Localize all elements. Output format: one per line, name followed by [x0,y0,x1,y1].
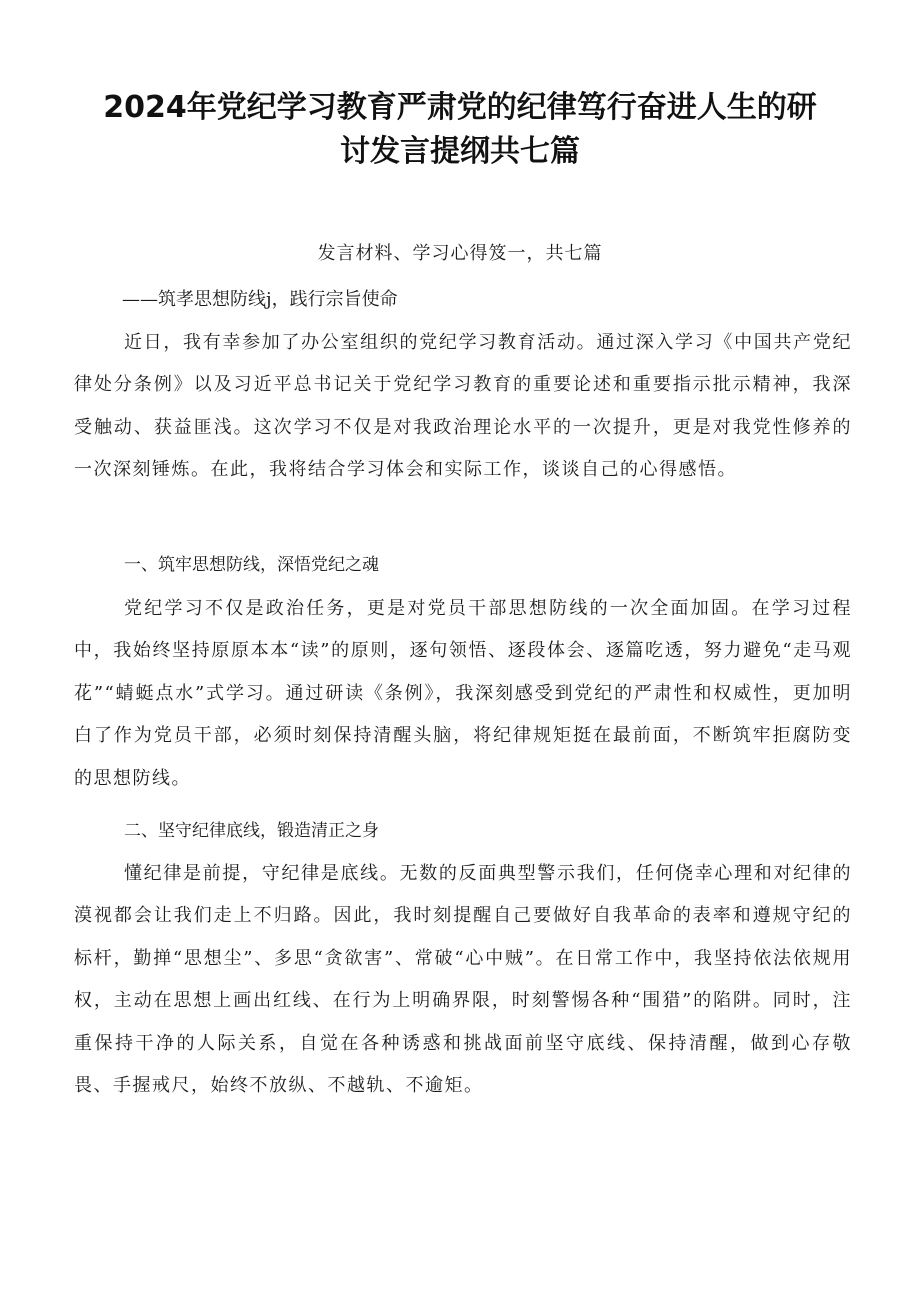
section-paragraph-1: 党纪学习不仅是政治任务，更是对党员干部思想防线的一次全面加固。在学习过程中，我始终坚持原原本本“读”的原则，逐句领悟、逐段体会、逐篇吃透，努力避免“走马观花”“蜻蜓点水”式学习。通过研读《条例》，我深刻感受到党纪的严肃性和权威性，更加明白了作为党员干部，必须时刻保持清醒头脑，将纪律规矩挺在最前面，不断筑牢拒腐防变的思想防线。 [74,598,852,789]
section-heading-1: 一、筑牢思想防线，深悟党纪之魂 [124,555,379,575]
document-dash-line: ——筑孝思想防线j，践行宗旨使命 [122,289,398,310]
section-paragraph-2: 懂纪律是前提，守纪律是底线。无数的反面典型警示我们，任何侥幸心理和对纪律的漠视都会让我们走上不归路。因此，我时刻提醒自己要做好自我革命的表率和遵规守纪的标杆，勤掸“思想尘”、多思“贪欲害”、常破“心中贼”。在日常工作中，我坚持依法依规用权，主动在思想上画出红线、在行为上明确界限，时刻警惕各种“围猎”的陷阱。同时，注重保持干净的人际关系，自觉在各种诱惑和挑战面前坚守底线、保持清醒，做到心存敬畏、手握戒尺，始终不放纵、不越轨、不逾矩。 [74,863,852,1097]
document-title: 2024年党纪学习教育严肃党的纪律笃行奋进人生的研讨发言提纲共七篇 [103,90,817,169]
intro-paragraph: 近日，我有幸参加了办公室组织的党纪学习教育活动。通过深入学习《中国共产党纪律处分条例》以及习近平总书记关于党纪学习教育的重要论述和重要指示批示精神，我深受触动、获益匪浅。这次学习不仅是对我政治理论水平的一次提升，更是对我党性修养的一次深刻锤炼。在此，我将结合学习体会和实际工作，谈谈自己的心得感悟。 [74,332,852,481]
document-subtitle: 发言材料、学习心得笈一，共七篇 [317,243,603,264]
section-heading-2: 二、坚守纪律底线，锻造清正之身 [124,821,379,841]
